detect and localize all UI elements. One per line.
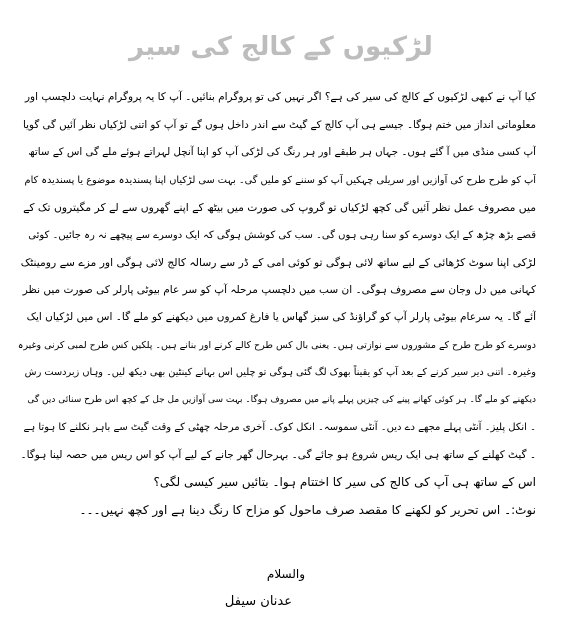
body-line: کیا آپ نے کبھی لڑکیوں کے کالج کی سیر کی ہے؟ اگر نہیں کی تو پروگرام بنائیں۔ آپ کا یہ پروگرام نہایت دلچسپ اور — [24, 91, 536, 103]
body-line: آپ کسی منڈی میں آ گئے ہوں۔ جہاں ہر طبقے اور ہر رنگ کی لڑکی آپ کو اپنا آنچل لہراتے ہوئے ملے گی اس کے ساتھ — [28, 146, 536, 158]
body-line: معلوماتی انداز میں ختم ہوگا۔ جیسے ہی آپ کالج کے گیٹ سے اندر داخل ہوں گے تو آپ کو اتنی لڑکیاں نظر آئیں گی گویا — [23, 118, 536, 131]
body-line: دیکھنے کو ملے گا۔ ہر کوئی کھانے پینے کی چیزیں پہلے پانے میں مصروف ہوگا۔ بہت سی آوازیں مل جل کے کچھ اس طرح سنائی دیں گی — [27, 394, 536, 405]
body-line: ۔ گیٹ کھلنے کے ساتھ ہی ایک ریس شروع ہو جائے گی۔ بہرحال گھر جانے کے لیے آپ کو اس ریس میں حصہ لینا ہوگا۔ — [20, 448, 536, 461]
body-line: لڑکی اپنا سوٹ کڑھائی کے لیے ساتھ لائی ہوگی تو کوئی امی کے ڈر سے رسالہ کالج لائی ہوگی اور مزے سے رومینٹک — [20, 256, 536, 269]
salutation: والسلام — [266, 567, 305, 581]
document-body — [18, 84, 536, 524]
body-line: قصے بڑھ چڑھ کے ایک دوسرے کو سنا رہی ہوں گی۔ سب کی کوشش ہوگی کہ ایک دوسرے سے پیچھے نہ رہ جائیں۔ کوئی — [28, 229, 536, 241]
body-line: آپ کو طرح طرح کی آوازیں اور سریلی چہکیں آپ کو سننے کو ملیں گی۔ بہت سی لڑکیاں اپنا پسندیدہ موضوع یا پسندیدہ کام — [24, 174, 536, 186]
body-line: آئے گا۔ یہ سرعام بیوٹی پارلر آپ کو گراؤنڈ کی سبز گھاس یا فارغ کمروں میں دیکھنے کو ملے گا۔ اس میں لڑکیاں ایک — [26, 311, 536, 323]
body-line: اس کے ساتھ ہی آپ کی کالج کی سیر کا اختتام ہوا۔ بتائیں سیر کیسی لگی؟ — [153, 475, 536, 489]
document-title: لڑکیوں کے کالج کی سیر — [129, 32, 433, 62]
body-line: کہانی میں دل وجان سے مصروف ہوگی۔ ان سب میں دلچسپ مرحلہ آپ کو سر عام بیوٹی پارلر کی صورت میں نظر — [22, 283, 536, 296]
body-line: دوسرے کو طرح طرح کے مشوروں سے نوازتی ہیں۔ یعنی بال کس طرح کالے کرنے اور بنانے ہیں۔ پلکیں کس طرح لمبی کرنی وغیرہ — [18, 339, 536, 351]
body-line: وغیرہ۔ اتنی دیر سیر کرنے کے بعد آپ کو یقیناً بھوک لگ گئی ہوگی تو چلیں اس بہانے کینٹین بھی دیکھ لیں۔ وہاں زبردست رش — [24, 367, 536, 378]
author-name: عدنان سیفل — [224, 594, 292, 609]
note-line: نوٹ:۔ اس تحریر کو لکھنے کا مقصد صرف ماحول کو مزاح کا رنگ دینا ہے اور کچھ نہیں۔۔۔ — [79, 502, 536, 517]
body-line: میں مصروف عمل نظر آئیں گی کچھ لڑکیاں تو گروپ کی صورت میں بیٹھ کے اپنے گھروں سے لے کر مگیتروں تک کے — [23, 201, 536, 214]
body-line: ۔ انکل پلیز۔ آنٹی پہلے مجھے دے دیں۔ آنٹی سموسہ۔ انکل کوک۔ آخری مرحلہ چھٹی کے وقت گیٹ سے باہر نکلنے کا ہوتا ہے — [23, 422, 536, 433]
